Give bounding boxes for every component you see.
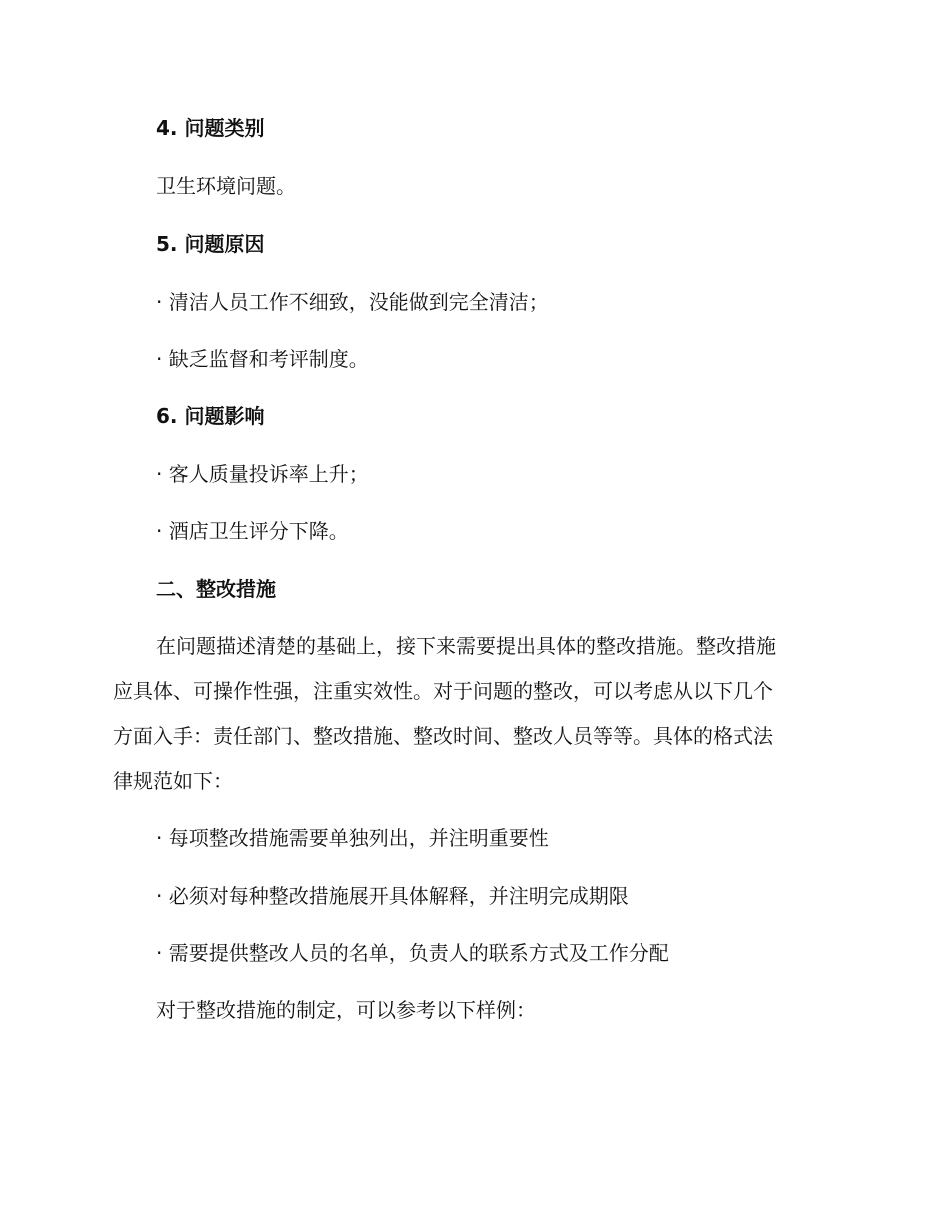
paragraph-line: 应具体、可操作性强，注重实效性。对于问题的整改，可以考虑从以下几个 [113,679,773,703]
paragraph-line: 律规范如下： [113,769,233,793]
closing-text: 对于整改措施的制定，可以参考以下样例： [156,998,536,1022]
heading-problem-cause: 5. 问题原因 [156,232,265,256]
measure-bullet-2: · 必须对每种整改措施展开具体解释，并注明完成期限 [156,884,629,908]
heading-rectification-measures: 二、整改措施 [156,577,276,601]
heading-problem-category: 4. 问题类别 [156,116,265,140]
measure-bullet-1: · 每项整改措施需要单独列出，并注明重要性 [156,826,549,850]
cause-bullet-2: · 缺乏监督和考评制度。 [156,347,369,371]
measure-bullet-3: · 需要提供整改人员的名单，负责人的联系方式及工作分配 [156,941,669,965]
heading-problem-impact: 6. 问题影响 [156,404,265,428]
impact-bullet-2: · 酒店卫生评分下降。 [156,519,349,543]
paragraph-line: 方面入手：责任部门、整改措施、整改时间、整改人员等等。具体的格式法 [113,724,773,748]
problem-category-text: 卫生环境问题。 [156,174,296,198]
cause-bullet-1: · 清洁人员工作不细致，没能做到完全清洁； [156,290,549,314]
impact-bullet-1: · 客人质量投诉率上升； [156,462,369,486]
paragraph-line: 在问题描述清楚的基础上，接下来需要提出具体的整改措施。整改措施 [156,634,776,658]
